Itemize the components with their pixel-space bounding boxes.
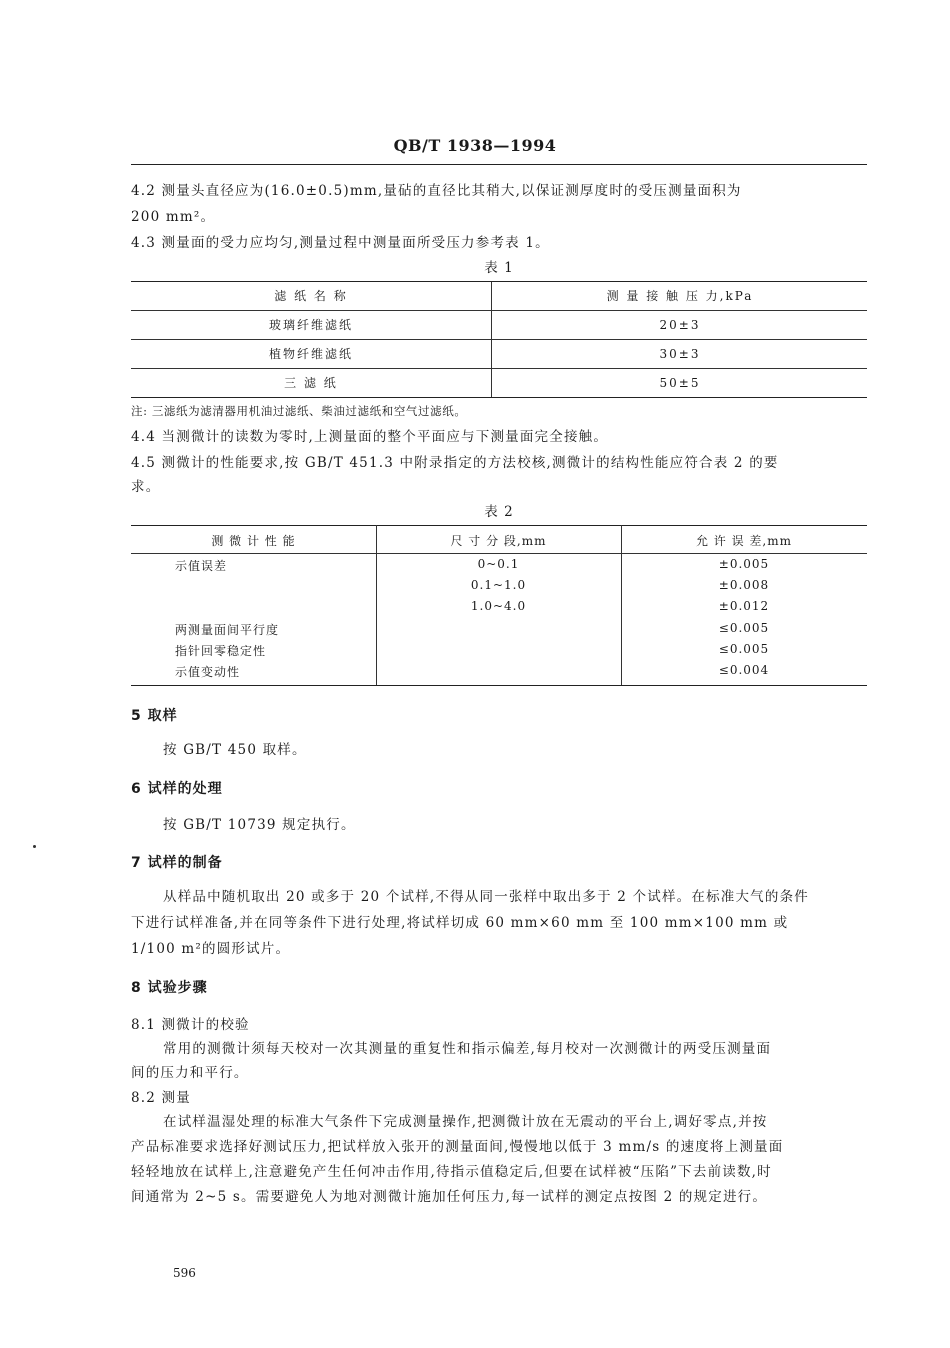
table2-cell: ±0.012 [718,599,770,613]
section-8-2-line4: 间通常为 2~5 s。需要避免人为地对测微计施加任何压力,每一试样的测定点按图 2 的规定进行。 [131,1189,768,1205]
clause-4-5-line2: 求。 [131,479,161,495]
table1-cell: 30±3 [491,340,868,368]
table2-top-rule [131,525,867,526]
table2-header-range: 尺 寸 分 段,mm [450,534,547,548]
page-number: 596 [173,1266,196,1280]
table2-cell: 示值误差 [175,559,228,573]
table2-cell: 0~0.1 [477,557,520,571]
table2-header-rule [131,553,867,554]
table2-cell: 1.0~4.0 [470,599,527,613]
table1-cell: 20±3 [491,311,868,339]
table2-header-tolerance: 允 许 误 差,mm [695,534,793,548]
table1-header-row [131,282,867,310]
table2-cell: 两测量面间平行度 [175,623,280,637]
section-8-heading: 8 试验步骤 [131,980,208,996]
table1-cell: 玻璃纤维滤纸 [268,318,353,332]
section-8-1-heading: 8.1 测微计的校验 [131,1017,250,1033]
table2-cell: 示值变动性 [175,665,241,679]
clause-4-4: 4.4 当测微计的读数为零时,上测量面的整个平面应与下测量面完全接触。 [131,429,609,445]
section-8-2-line2: 产品标准要求选择好测试压力,把试样放入张开的测量面间,慢慢地以低于 3 mm/s 的速度将上测量面 [131,1139,784,1155]
table1-caption: 表 1 [484,260,514,276]
section-6-heading: 6 试样的处理 [131,781,223,797]
table2-cell: ≤0.005 [718,642,770,656]
section-8-1-line1: 常用的测微计须每天校对一次其测量的重复性和指示偏差,每月校对一次测微计的两受压测量面 [163,1041,772,1057]
table2-cell: 指针回零稳定性 [175,644,267,658]
table1-cell: 植物纤维滤纸 [268,347,353,361]
table-row [131,369,867,397]
table1-bottom-rule [131,397,867,398]
section-7-heading: 7 试样的制备 [131,855,223,871]
table2-cell: 0.1~1.0 [470,578,527,592]
clause-4-2-line2: 200 mm²。 [131,209,216,225]
clause-4-5-line1: 4.5 测微计的性能要求,按 GB/T 451.3 中附录指定的方法校核,测微计的结构性能应符合表 2 的要 [131,455,779,471]
table2-bottom-rule [131,685,867,686]
table2-cell: ±0.005 [718,557,770,571]
clause-4-2-line1: 4.2 测量头直径应为(16.0±0.5)mm,量砧的直径比其稍大,以保证测厚度时的受压测量面积为 [131,183,742,199]
section-8-2-line3: 轻轻地放在试样上,注意避免产生任何冲击作用,待指示值稳定后,但要在试样被“压陷”下去前读数,时 [131,1164,772,1180]
table1-header-pressure: 测 量 接 触 压 力,kPa [491,282,868,310]
section-8-2-heading: 8.2 测量 [131,1090,191,1106]
section-8-2-line1: 在试样温湿处理的标准大气条件下完成测量操作,把测微计放在无震动的平台上,调好零点,并按 [163,1114,768,1130]
table1-cell: 50±5 [491,369,868,397]
table-row [131,340,867,368]
section-7-line3: 1/100 m²的圆形试片。 [131,941,291,957]
table2-cell: ±0.008 [718,578,770,592]
table2-cell: ≤0.005 [718,621,770,635]
table1-header-name: 滤 纸 名 称 [274,289,348,303]
section-7-line2: 下进行试样准备,并在同等条件下进行处理,将试样切成 60 mm×60 mm 至 100 mm×100 mm 或 [131,915,789,931]
table2-caption: 表 2 [484,504,514,520]
table2 [131,525,867,685]
section-5-heading: 5 取样 [131,708,178,724]
section-5-text: 按 GB/T 450 取样。 [163,742,307,758]
table1-cell: 三 滤 纸 [284,376,338,390]
scan-speck [33,845,36,848]
table2-cell: ≤0.004 [718,663,770,677]
section-7-line1: 从样品中随机取出 20 或多于 20 个试样,不得从同一张样中取出多于 2 个试样。在标准大气的条件 [163,889,809,905]
table-row [131,311,867,339]
clause-4-3: 4.3 测量面的受力应均匀,测量过程中测量面所受压力参考表 1。 [131,235,550,251]
table2-header-performance: 测 微 计 性 能 [211,534,296,548]
section-6-text: 按 GB/T 10739 规定执行。 [163,817,356,833]
table1 [131,281,867,397]
standard-code-header: QB/T 1938—1994 [393,136,557,155]
section-8-1-line2: 间的压力和平行。 [131,1065,249,1081]
table1-note: 注: 三滤纸为滤清器用机油过滤纸、柴油过滤纸和空气过滤纸。 [131,404,467,418]
header-rule [131,164,867,165]
